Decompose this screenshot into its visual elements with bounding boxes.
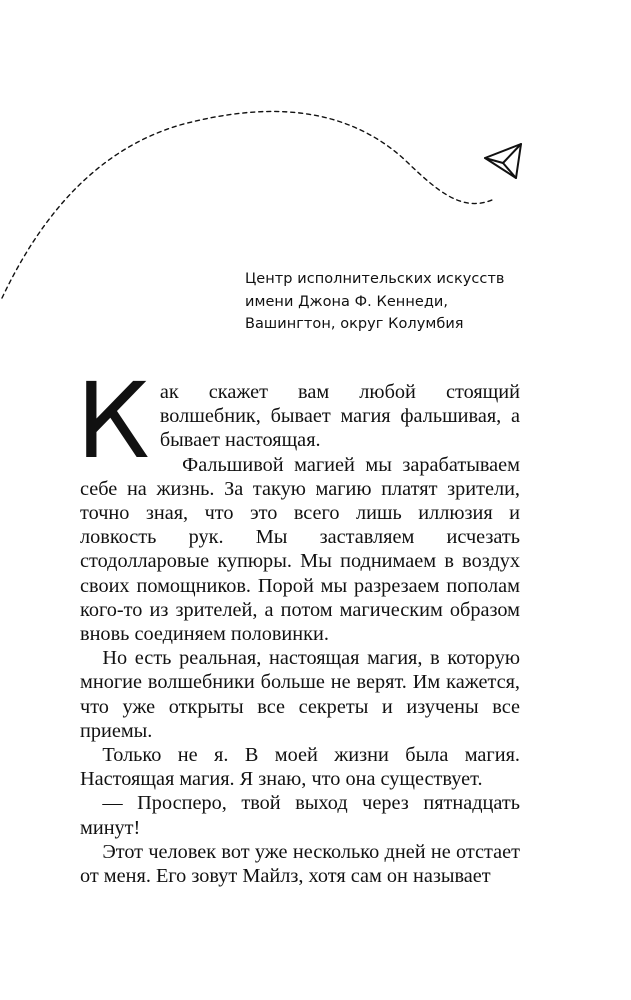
opening-paragraph xyxy=(76,360,520,482)
paragraph-fake-magic: Фальшивой магией мы зарабатываем себе на жизнь. За такую магию платят зрители, точно зная, что это всего лишь иллюзия и ловкость рук. Мы заставляем исчезать стодолларовые купюры. Мы поднимаем в воздух своих помощников. Порой мы разрезаем пополам кого-то из зрителей, а потом магическим образом вновь соединяем половинки. xyxy=(80,453,520,646)
paragraph-miles: Этот человек вот уже несколько дней не отстает от меня. Его зовут Майлз, хотя сам он называет xyxy=(80,840,520,888)
location-heading xyxy=(245,268,565,336)
paper-plane-icon xyxy=(485,144,521,178)
paragraph-not-me: Только не я. В моей жизни была магия. Настоящая магия. Я знаю, что она существует. xyxy=(80,744,520,791)
location-line-1: Центр исполнительских искусств xyxy=(245,271,505,287)
opening-paragraph-text: ак скажет вам любой стоящий волшебник, бывает магия фальшивая, а бывает настоящая. xyxy=(159,381,520,452)
paragraph-real-magic: Но есть реальная, настоящая магия, в которую многие волшебники больше не верят. Им кажется, что уже открыты все секреты и изучены все приемы. xyxy=(80,647,520,742)
drop-cap-letter: К xyxy=(76,360,150,482)
location-line-2: имени Джона Ф. Кеннеди, xyxy=(245,293,449,310)
location-line-3: Вашингтон, округ Колумбия xyxy=(245,316,464,332)
paragraph-dialogue: — Просперо, твой выход через пятнадцать минут! xyxy=(80,792,520,839)
chapter-body xyxy=(76,360,520,888)
